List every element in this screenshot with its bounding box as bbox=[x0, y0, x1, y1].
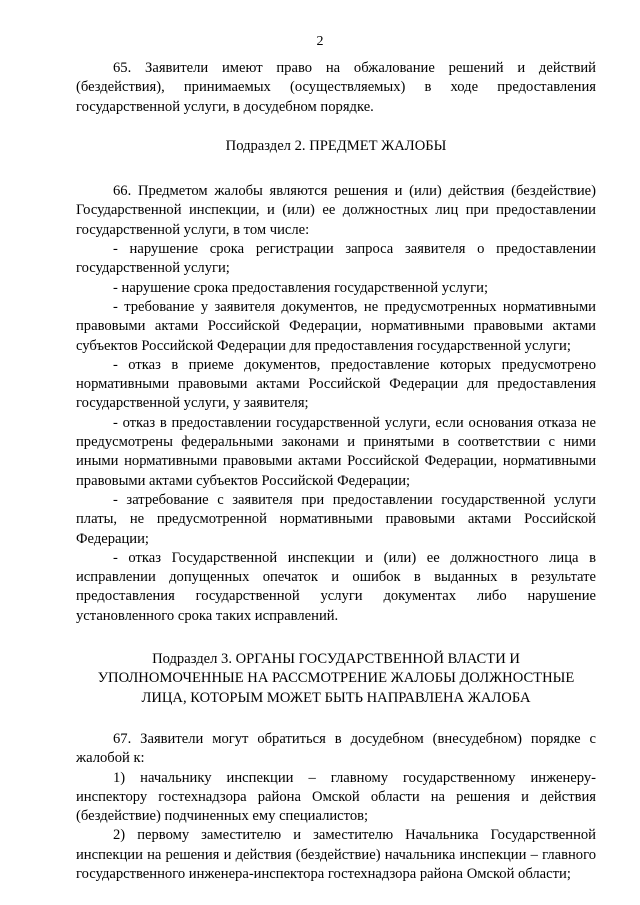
list-item-66-3: - требование у заявителя документов, не предусмотренных нормативными правовыми актами Российской Федерации, нормативными правовыми актами субъектов Российской Федерации для предоставления государственной услуги; bbox=[76, 298, 596, 354]
subsection-3-heading-line-3: ЛИЦА, КОТОРЫМ МОЖЕТ БЫТЬ НАПРАВЛЕНА ЖАЛОБА bbox=[141, 689, 531, 706]
list-item-66-6: - затребование с заявителя при предоставлении государственной услуги платы, не предусмотренной нормативными правовыми актами Российской Федерации; bbox=[76, 491, 596, 547]
list-item-66-5: - отказ в предоставлении государственной услуги, если основания отказа не предусмотрены федеральными законами и принятыми в соответствии с ними иными нормативными правовыми актами Российской Федерации, нормативными правовыми актами субъектов Российской Федерации; bbox=[76, 414, 596, 489]
page-number: 2 bbox=[316, 34, 324, 49]
subsection-3-heading bbox=[76, 650, 596, 708]
list-item-66-4: - отказ в приеме документов, предоставление которых предусмотрено нормативными правовыми актами Российской Федерации для предоставления государственной услуги, у заявителя; bbox=[76, 356, 596, 412]
list-item-66-2: - нарушение срока предоставления государственной услуги; bbox=[113, 279, 489, 296]
document-body bbox=[76, 59, 596, 884]
subsection-3-heading-line-1: Подраздел 3. ОРГАНЫ ГОСУДАРСТВЕННОЙ ВЛАСТИ И bbox=[152, 651, 520, 668]
list-item-66-7: - отказ Государственной инспекции и (или) ее должностного лица в исправлении допущенных опечаток и ошибок в выданных в результате предоставления государственной услуги документах либо нарушение установленного срока таких исправлений. bbox=[76, 549, 596, 624]
list-item-67-2: 2) первому заместителю и заместителю Начальника Государственной инспекции на решения и действия (бездействие) начальника инспекции – главного государственного инженера-инспектора гостехнадзора района Омской области; bbox=[76, 827, 596, 882]
subsection-3-heading-line-2: УПОЛНОМОЧЕННЫЕ НА РАССМОТРЕНИЕ ЖАЛОБЫ ДОЛЖНОСТНЫЕ bbox=[97, 670, 575, 687]
paragraph-66: 66. Предметом жалобы являются решения и (или) действия (бездействие) Государственной инспекции, и (или) ее должностных лиц при предоставлении государственной услуги, в том числе: bbox=[76, 183, 596, 238]
list-item-67-1: 1) начальнику инспекции – главному государственному инженеру-инспектору гостехнадзора района Омской области на решения и действия (бездействие) подчиненных ему специалистов; bbox=[76, 769, 596, 825]
paragraph-67: 67. Заявители могут обратиться в досудебном (внесудебном) порядке с жалобой к: bbox=[76, 730, 596, 767]
subsection-2-heading: Подраздел 2. ПРЕДМЕТ ЖАЛОБЫ bbox=[225, 137, 447, 154]
list-item-66-1: - нарушение срока регистрации запроса заявителя о предоставлении государственной услуги; bbox=[76, 241, 596, 277]
paragraph-65: 65. Заявители имеют право на обжалование решений и действий (бездействия), принимаемых (осуществляемых) в ходе предоставления государственной услуги, в досудебном порядке. bbox=[76, 60, 596, 115]
